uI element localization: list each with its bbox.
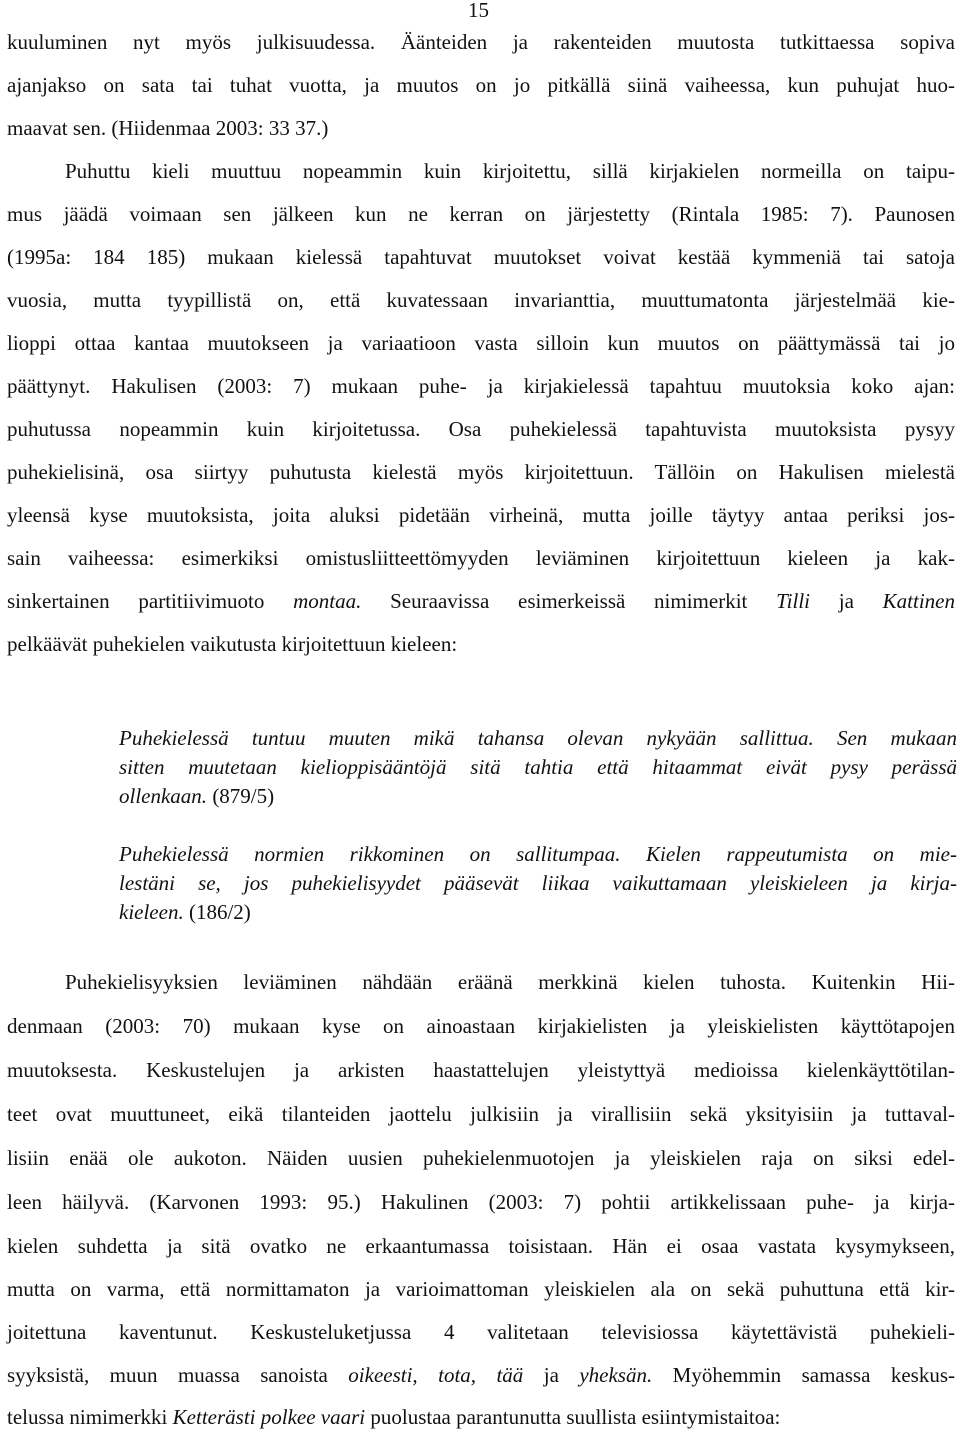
italic-term: Kattinen (882, 589, 955, 613)
text-span: Seuraavissa esimerkeissä nimimerkit (361, 589, 777, 613)
quote-line (119, 900, 957, 924)
italic-term: Ketterästi polkee vaari (172, 1405, 366, 1429)
paragraph-line: päättynyt. Hakulisen (2003: 7) mukaan puhe- ja kirjakielessä tapahtuu muutoksia koko ajan: (7, 374, 955, 398)
italic-term: oikeesti, tota, tää (348, 1363, 524, 1387)
paragraph-line: lisiin enää ole aukoton. Näiden uusien puhekielenmuotojen ja yleiskielen raja on siksi edel- (7, 1146, 955, 1170)
paragraph-line (7, 1363, 955, 1387)
quote-line (119, 871, 957, 895)
paragraph-line: mutta on varma, että normittamaton ja varioimattoman yleiskielen ala on sekä puhuttuna että kir- (7, 1277, 955, 1301)
quote-text: lestäni se, jos puhekielisyydet pääsevät liikaa vaikuttamaan yleiskieleen ja kirja- (119, 871, 957, 895)
quote-text: ollenkaan. (119, 784, 208, 808)
quote-line (119, 726, 957, 750)
italic-term: yheksän. (579, 1363, 653, 1387)
quote-text: Puhekielessä normien rikkominen on sallitumpaa. Kielen rappeutumista on mie- (119, 842, 957, 866)
paragraph-line (7, 1405, 955, 1429)
quote-line (119, 755, 957, 779)
paragraph-line: sain vaiheessa: esimerkiksi omistusliitteettömyyden leviäminen kirjoitettuun kieleen ja kak- (7, 546, 955, 570)
quote-reference: (879/5) (207, 784, 275, 808)
paragraph-line: Puhuttu kieli muuttuu nopeammin kuin kirjoitettu, sillä kirjakielen normeilla on taipu- (65, 159, 955, 183)
quote-reference: (186/2) (183, 900, 251, 924)
paragraph-line: mus jäädä voimaan sen jälkeen kun ne kerran on järjestetty (Rintala 1985: 7). Paunosen (7, 202, 955, 226)
paragraph-line: leen häilyvä. (Karvonen 1993: 95.) Hakulinen (2003: 7) pohtii artikkelissaan puhe- ja kirja- (7, 1190, 955, 1214)
quote-text: kieleen. (119, 900, 184, 924)
quote-line (119, 842, 957, 866)
quote-text: Puhekielessä tuntuu muuten mikä tahansa olevan nykyään sallittua. Sen mukaan (119, 726, 957, 750)
quote-text: sitten muutetaan kielioppisääntöjä sitä tahtia että hitaammat eivät pysy perässä (119, 755, 957, 779)
paragraph-line: pelkäävät puhekielen vaikutusta kirjoitettuun kieleen: (7, 632, 458, 656)
text-span: ja (523, 1363, 580, 1387)
paragraph-line: kuuluminen nyt myös julkisuudessa. Äänteiden ja rakenteiden muutosta tutkittaessa sopiva (7, 30, 955, 54)
paragraph-line: vuosia, mutta tyypillistä on, että kuvatessaan invarianttia, muuttumatonta järjestelmää kie- (7, 288, 955, 312)
text-span: puolustaa parantunutta suullista esiintymistaitoa: (365, 1405, 781, 1429)
paragraph-line: muutoksesta. Keskustelujen ja arkisten haastattelujen yleistyttyä medioissa kielenkäyttötilan- (7, 1058, 955, 1082)
quote-line (119, 784, 957, 808)
text-span: Myöhemmin samassa keskus- (652, 1363, 955, 1387)
paragraph-line: teet ovat muuttuneet, eikä tilanteiden jaottelu julkisiin ja virallisiin sekä yksityisiin ja tuttaval- (7, 1102, 955, 1126)
italic-term: Tilli (776, 589, 810, 613)
paragraph-line: maavat sen. (Hiidenmaa 2003: 33 37.) (7, 116, 329, 140)
paragraph-line: ajanjakso on sata tai tuhat vuotta, ja muutos on jo pitkällä siinä vaiheessa, kun puhujat huo- (7, 73, 955, 97)
paragraph-line: lioppi ottaa kantaa muutokseen ja variaatioon vasta silloin kun muutos on päättymässä tai jo (7, 331, 955, 355)
paragraph-line: kielen suhdetta ja sitä ovatko ne erkaantumassa toisistaan. Hän ei osaa vastata kysymykseen, (7, 1234, 955, 1258)
text-span: telussa nimimerkki (7, 1405, 173, 1429)
italic-term: montaa. (293, 589, 362, 613)
paragraph-line (7, 589, 955, 613)
text-span: syyksistä, muun muassa sanoista (7, 1363, 349, 1387)
paragraph-line: joitettuna kaventunut. Keskusteluketjussa 4 valitetaan televisiossa käytettävistä puhekieli- (7, 1320, 955, 1344)
paragraph-line: (1995a: 184 185) mukaan kielessä tapahtuvat muutokset voivat kestää kymmeniä tai satoja (7, 245, 955, 269)
paragraph-line: yleensä kyse muutoksista, joita aluksi pidetään virheinä, mutta joille täytyy antaa periksi jos- (7, 503, 955, 527)
paragraph-line: puhekielisinä, osa siirtyy puhutusta kielestä myös kirjoitettuun. Tällöin on Hakulisen mielestä (7, 460, 955, 484)
paragraph-line: Puhekielisyyksien leviäminen nähdään eräänä merkkinä kielen tuhosta. Kuitenkin Hii- (65, 970, 955, 994)
text-span: sinkertainen partitiivimuoto (7, 589, 294, 613)
page-number: 15 (468, 0, 489, 22)
text-span: ja (810, 589, 883, 613)
paragraph-line: puhutussa nopeammin kuin kirjoitetussa. Osa puhekielessä tapahtuvista muutoksista pysyy (7, 417, 955, 441)
paragraph-line: denmaan (2003: 70) mukaan kyse on ainoastaan kirjakielisten ja yleiskielisten käyttötapojen (7, 1014, 955, 1038)
